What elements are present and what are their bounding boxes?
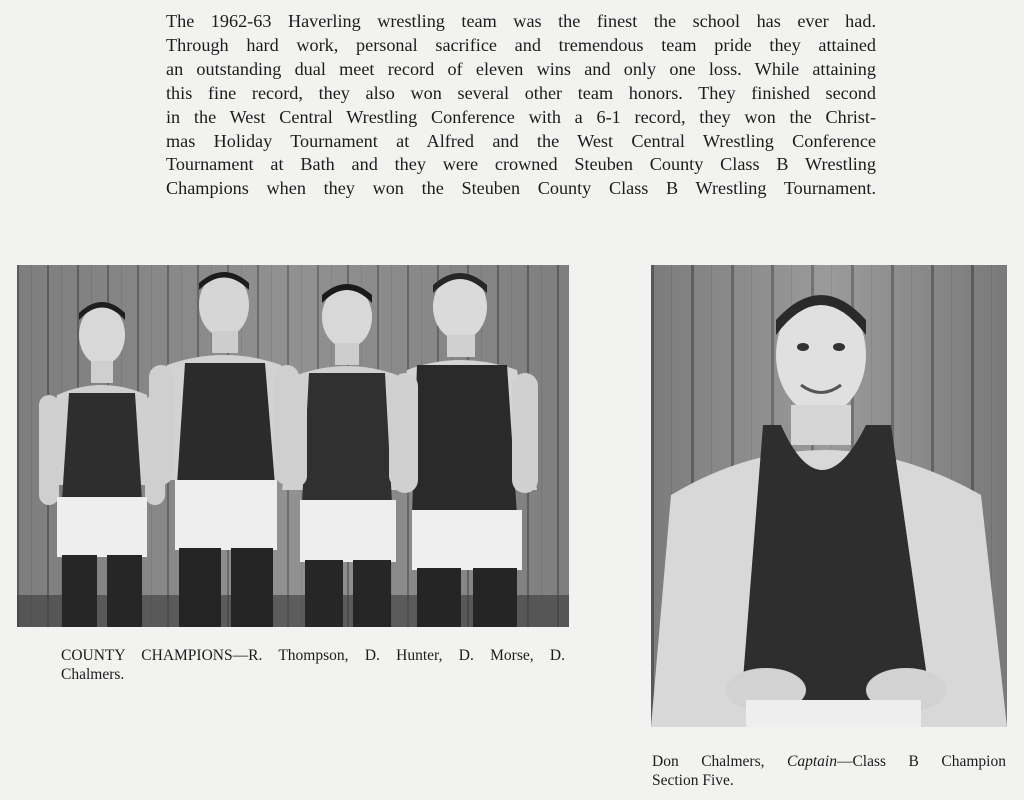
caption-line: COUNTY CHAMPIONS—R. Thompson, D. Hunter, D. Morse, D. (61, 647, 565, 664)
caption-line: Chalmers. (61, 666, 125, 683)
captain-title: —Class B Champion (836, 753, 1006, 770)
team-photo-caption (61, 646, 565, 684)
intro-line: in the West Central Wrestling Conference with a 6-1 record, they won the Christ- (166, 106, 876, 127)
intro-line: this fine record, they also won several other team honors. They finished second (166, 82, 876, 103)
intro-line: mas Holiday Tournament at Alfred and the West Central Wrestling Conference (166, 130, 876, 151)
team-photo (17, 265, 569, 627)
captain-name: Don Chalmers, (652, 753, 765, 770)
intro-line: Through hard work, personal sacrifice and tremendous team pride they attained (166, 34, 876, 55)
captain-photo-caption (652, 752, 1006, 790)
intro-line: The 1962-63 Haverling wrestling team was the finest the school has ever had. (166, 11, 876, 31)
intro-line: Champions when they won the Steuben County Class B Wrestling Tournament. (166, 178, 876, 199)
intro-line: Tournament at Bath and they were crowned Steuben County Class B Wrestling (166, 154, 876, 175)
caption-line (652, 752, 1006, 771)
captain-photo (651, 265, 1007, 727)
caption-line: Section Five. (652, 772, 734, 789)
intro-paragraph (166, 10, 876, 201)
captain-role: Captain (787, 753, 837, 770)
intro-line: an outstanding dual meet record of eleven wins and only one loss. While attaining (166, 58, 876, 79)
